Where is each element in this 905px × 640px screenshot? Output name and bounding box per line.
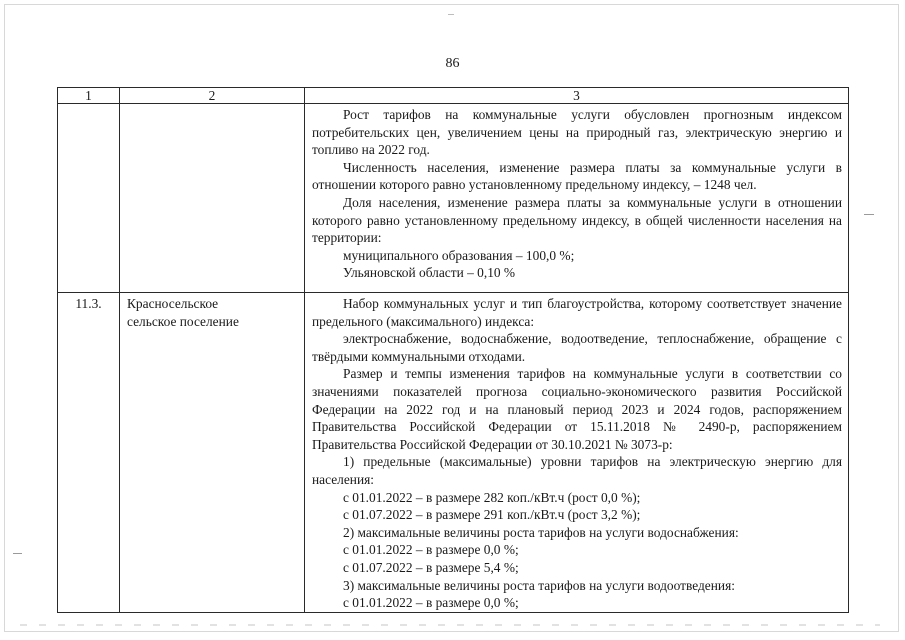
- paragraph-tariff-growth: Рост тарифов на коммунальные услуги обусловлен прогнозным индексом потребительских цен, увеличением цены на природный газ, электрическую энергию и топливо на 2022 год.: [312, 107, 842, 158]
- row-number-cell: [58, 104, 120, 293]
- line-electricity-jul: с 01.07.2022 – в размере 291 коп./кВт.ч (рост 3,2 %);: [343, 507, 641, 523]
- scan-noise-strip: [20, 624, 880, 626]
- line-electricity-jan: с 01.01.2022 – в размере 282 коп./кВт.ч (рост 0,0 %);: [343, 489, 641, 505]
- paragraph-services-list: электроснабжение, водоснабжение, водоотведение, теплоснабжение, обращение с твёрдыми коммунальными отходами.: [312, 331, 842, 364]
- line-water-supply-jan: с 01.01.2022 – в размере 0,0 %;: [343, 542, 519, 558]
- column-header-name: 2: [120, 88, 305, 104]
- paragraph-population-count: Численность населения, изменение размера платы за коммунальные услуги в отношении которого равно установленному предельному индексу, – 1248 чел.: [312, 159, 842, 193]
- paragraph-tariff-basis: Размер и темпы изменения тарифов на коммунальные услуги в соответствии со значениями показателей прогноза социально-экономического развития Российской Федерации на 2022 год и на плановый период 2023 и 2024 годов, распоряжением Правительства Российской Федерации от 15.11.2018 № 2490-р, распоряжением Правительства Российской Федерации от 30.10.2021 № 3073-р:: [312, 366, 842, 452]
- line-municipal-share: муниципального образования – 100,0 %;: [343, 247, 575, 263]
- table-header-row: [58, 88, 849, 104]
- scan-mark-top: [448, 14, 454, 15]
- paragraph-electricity-tariffs: 1) предельные (максимальные) уровни тарифов на электрическую энергию для населения:: [312, 454, 842, 487]
- paragraph-services-set: Набор коммунальных услуг и тип благоустройства, которому соответствует значение предельного (максимального) индекса:: [312, 296, 842, 329]
- row-name-cell: [120, 104, 305, 293]
- settlement-name-line2: сельское поселение: [127, 313, 239, 329]
- row-description-cell: [305, 293, 849, 613]
- scan-mark-left: [13, 553, 22, 554]
- line-water-supply-jul: с 01.07.2022 – в размере 5,4 %;: [343, 559, 519, 575]
- column-header-description: 3: [305, 88, 849, 104]
- paragraph-population-share: Доля населения, изменение размера платы за коммунальные услуги в отношении которого равно установленному предельному индексу, в общей численности населения на территории:: [312, 194, 842, 246]
- page-number: 86: [445, 56, 460, 71]
- settlement-name-line1: Красносельское: [127, 296, 219, 311]
- line-sewerage-title: 3) максимальные величины роста тарифов на услуги водоотведения:: [343, 577, 735, 593]
- table-row: [58, 293, 849, 613]
- row-name-cell: [120, 293, 305, 613]
- document-table: [57, 87, 849, 613]
- line-sewerage-jan: с 01.01.2022 – в размере 0,0 %;: [343, 595, 519, 611]
- table-row: [58, 104, 849, 293]
- line-water-supply-title: 2) максимальные величины роста тарифов на услуги водоснабжения:: [343, 524, 739, 540]
- scan-mark-right: [864, 214, 874, 215]
- row-description-cell: [305, 104, 849, 293]
- line-oblast-share: Ульяновской области – 0,10 %: [343, 265, 516, 281]
- row-number-cell: 11.3.: [58, 293, 120, 613]
- column-header-number: 1: [58, 88, 120, 104]
